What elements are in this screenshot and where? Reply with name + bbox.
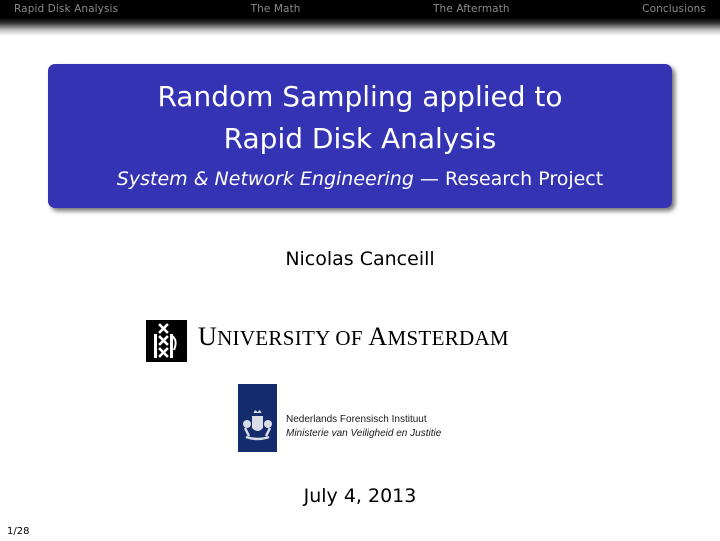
- subtitle-program: System & Network Engineering: [116, 168, 414, 190]
- uva-niversity: NIVERSITY: [217, 326, 330, 350]
- uva-of: OF: [335, 326, 363, 350]
- uva-wordmark: [198, 322, 509, 352]
- navigation-bar: [0, 0, 720, 18]
- uva-u: U: [198, 322, 218, 351]
- subtitle-project: — Research Project: [413, 168, 604, 190]
- title-line-2: Rapid Disk Analysis: [223, 122, 497, 155]
- title-box: [48, 64, 672, 208]
- uva-a: A: [368, 322, 388, 351]
- subtitle: [48, 168, 672, 190]
- nfi-name: Nederlands Forensisch Instituut: [286, 414, 427, 425]
- uva-logo: [146, 320, 526, 362]
- nav-item-rapid-disk-analysis[interactable]: Rapid Disk Analysis: [14, 3, 119, 15]
- author-name: Nicolas Canceill: [285, 248, 435, 270]
- nav-item-the-math[interactable]: The Math: [250, 3, 301, 15]
- nfi-logo: [238, 384, 458, 452]
- uva-msterdam: MSTERDAM: [387, 326, 509, 350]
- title-line-1: Random Sampling applied to: [157, 80, 563, 113]
- page-number: 1/28: [7, 526, 30, 537]
- navigation-shadow: [0, 18, 720, 36]
- uva-crosses-icon: [146, 320, 187, 362]
- nav-item-conclusions[interactable]: Conclusions: [642, 3, 706, 15]
- presentation-date: July 4, 2013: [303, 485, 417, 507]
- nav-item-the-aftermath[interactable]: The Aftermath: [433, 3, 510, 15]
- nfi-ministry: Ministerie van Veiligheid en Justitie: [286, 428, 442, 439]
- nfi-crest-icon: [238, 384, 277, 452]
